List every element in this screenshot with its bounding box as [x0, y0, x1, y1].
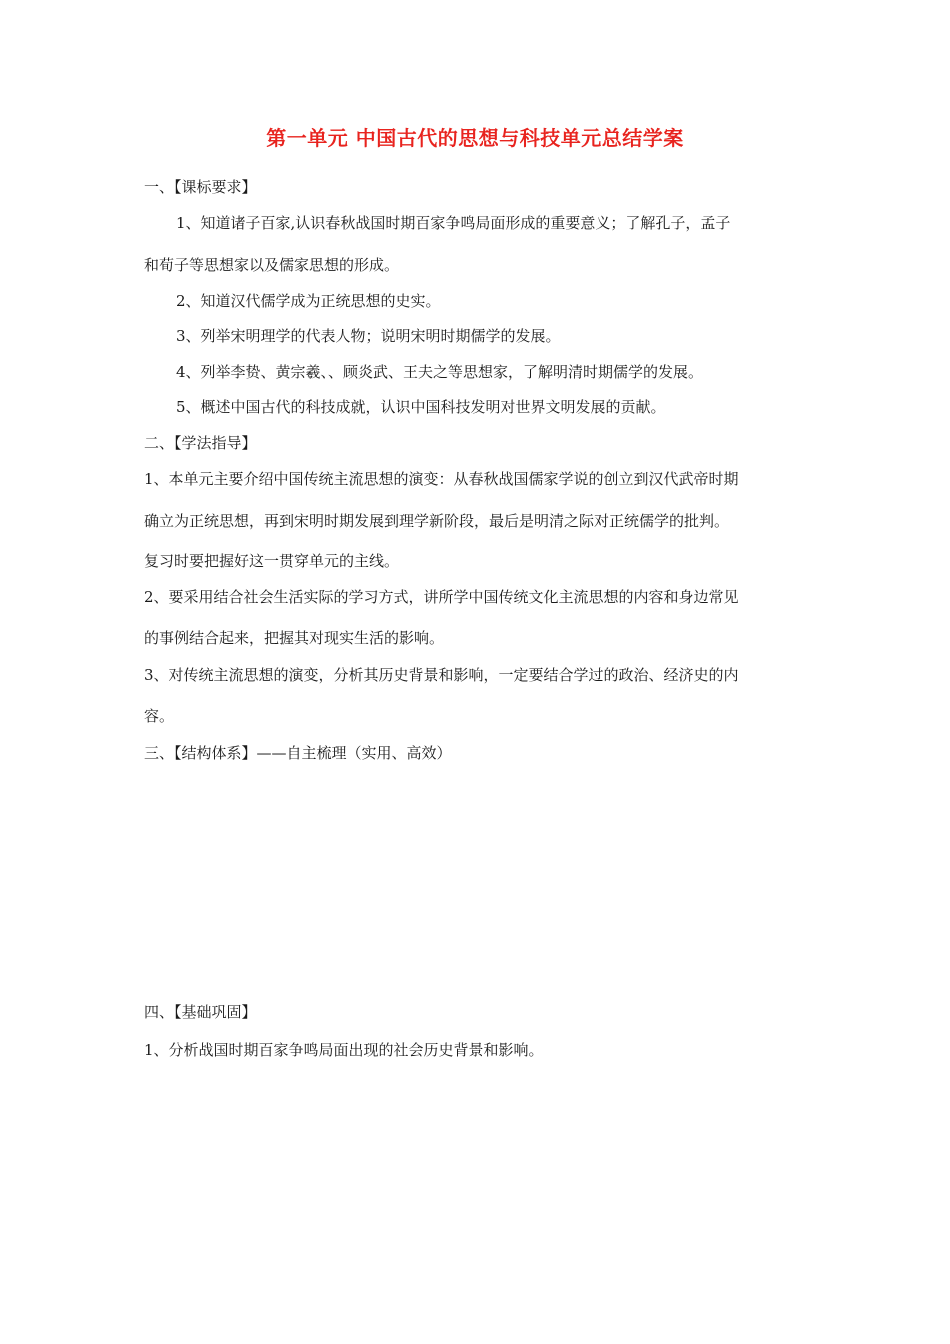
document-title: 第一单元 中国古代的思想与科技单元总结学案 [266, 126, 684, 150]
curriculum-item-5: 5、概述中国古代的科技成就，认识中国科技发明对世界文明发展的贡献。 [176, 398, 666, 416]
method-item-1: 1、本单元主要介绍中国传统主流思想的演变：从春秋战国儒家学说的创立到汉代武帝时期 [144, 470, 739, 488]
curriculum-item-3: 3、列举宋明理学的代表人物；说明宋明时期儒学的发展。 [176, 327, 561, 345]
method-item-3: 3、对传统主流思想的演变，分析其历史背景和影响，一定要结合学过的政治、经济史的内 [144, 666, 739, 684]
section-heading-curriculum: 一、【课标要求】 [144, 178, 257, 196]
method-item-1-cont2: 复习时要把握好这一贯穿单元的主线。 [144, 552, 400, 570]
basics-item-1: 1、分析战国时期百家争鸣局面出现的社会历史背景和影响。 [144, 1041, 544, 1059]
curriculum-item-1-cont: 和荀子等思想家以及儒家思想的形成。 [144, 256, 400, 274]
curriculum-item-2: 2、知道汉代儒学成为正统思想的史实。 [176, 292, 441, 310]
curriculum-item-4: 4、列举李贽、黄宗羲、、顾炎武、王夫之等思想家，了解明清时期儒学的发展。 [176, 363, 704, 381]
method-item-3-cont: 容。 [144, 707, 175, 725]
method-item-2-cont: 的事例结合起来，把握其对现实生活的影响。 [144, 629, 445, 647]
section-heading-structure: 三、【结构体系】——自主梳理（实用、高效） [144, 744, 452, 762]
method-item-1-cont: 确立为正统思想，再到宋明时期发展到理学新阶段，最后是明清之际对正统儒学的批判。 [144, 512, 730, 530]
section-heading-basics: 四、【基础巩固】 [144, 1003, 257, 1021]
curriculum-item-1: 1、知道诸子百家,认识春秋战国时期百家争鸣局面形成的重要意义；了解孔子，孟子 [176, 214, 731, 232]
section-heading-method: 二、【学法指导】 [144, 434, 257, 452]
method-item-2: 2、要采用结合社会生活实际的学习方式，讲所学中国传统文化主流思想的内容和身边常见 [144, 588, 739, 606]
